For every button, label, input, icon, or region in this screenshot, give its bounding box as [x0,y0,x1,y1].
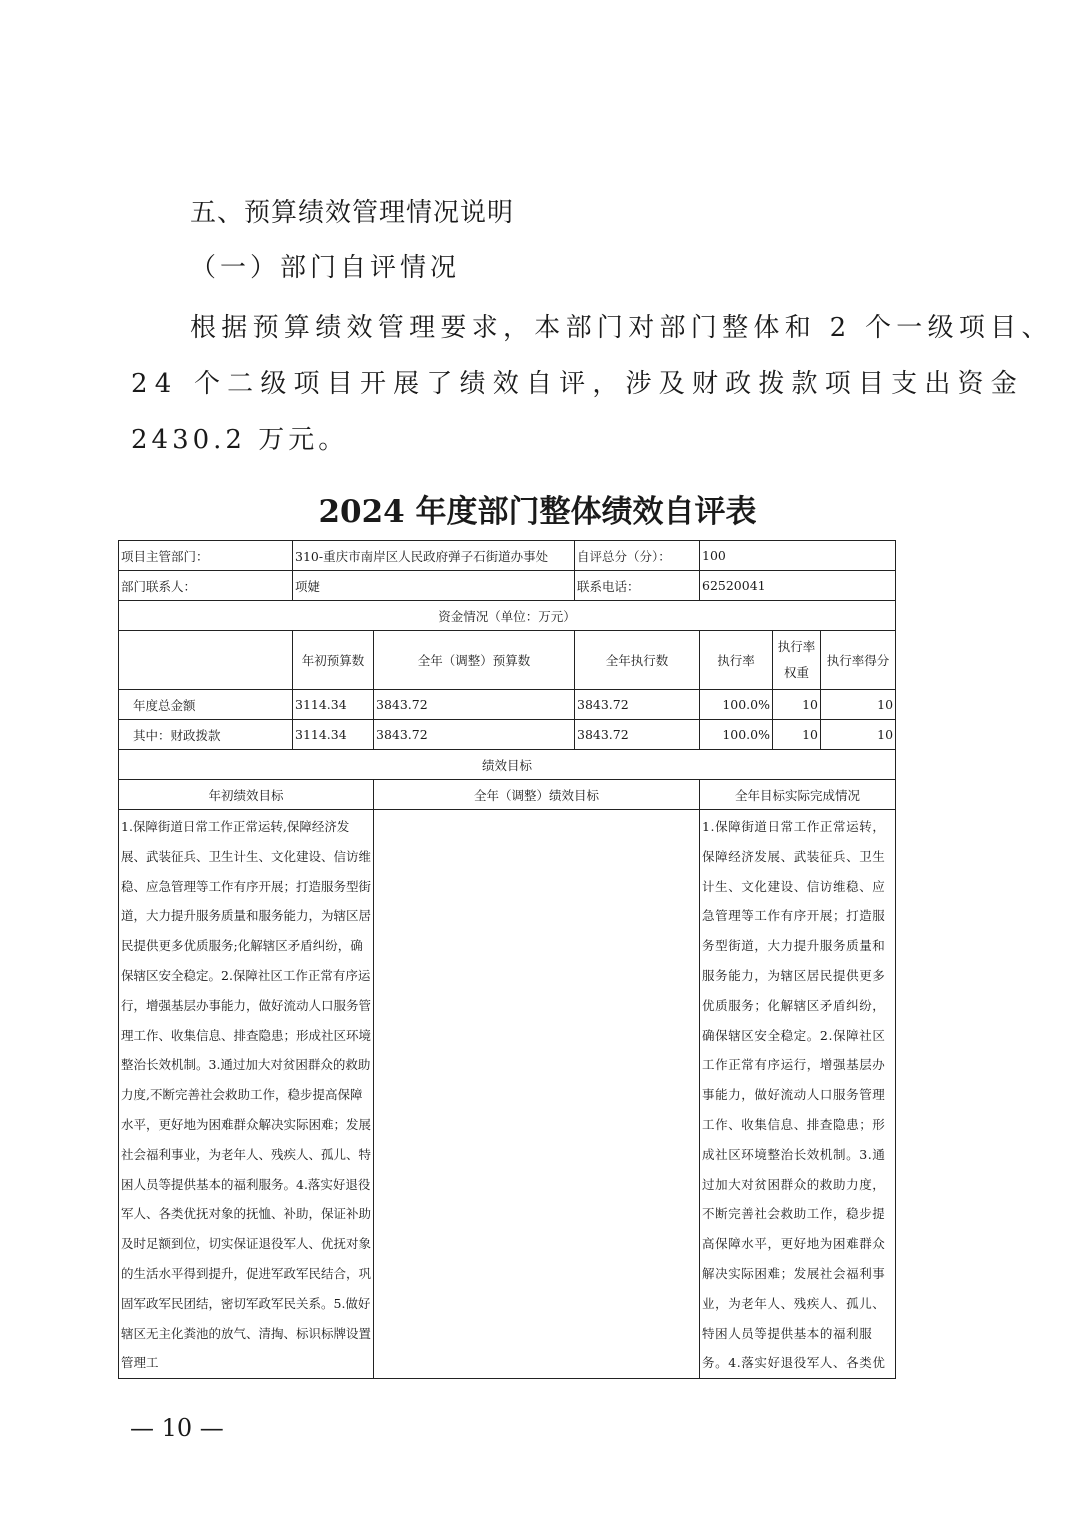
cell-rate: 100.0% [700,720,773,750]
page-number: — 10 — [130,1414,224,1442]
dept-value: 310-重庆市南岸区人民政府弹子石街道办事处 [293,541,575,571]
table-row [119,810,896,1379]
cell-executed: 3843.72 [575,720,700,750]
table-row [119,690,896,720]
column-header: 执行率 [700,631,773,690]
self-evaluation-table [118,540,896,1379]
column-header: 全年执行数 [575,631,700,690]
table-row [119,750,896,780]
funds-header: 资金情况（单位：万元） [119,601,896,631]
table-header-row [119,631,896,690]
cell-initial: 3114.34 [293,690,374,720]
table-row [119,601,896,631]
phone-label: 联系电话： [575,571,700,601]
cell-executed: 3843.72 [575,690,700,720]
paragraph-line: 2430.2 万元。 [131,425,349,455]
column-header: 年初预算数 [293,631,374,690]
table-row [119,541,896,571]
table-row [119,571,896,601]
table-header-row [119,780,896,810]
cell-weight: 10 [773,720,821,750]
goals-header: 绩效目标 [119,750,896,780]
row-label: 年度总金额 [119,690,293,720]
dept-label: 项目主管部门： [119,541,293,571]
cell-adjusted: 3843.72 [374,720,575,750]
paragraph-line: 24 个二级项目开展了绩效自评，涉及财政拨款项目支出资金 [131,369,1024,399]
cell-adjusted: 3843.72 [374,690,575,720]
subsection-heading: （一）部门自评情况 [190,253,461,283]
score-label: 自评总分（分）： [575,541,700,571]
empty-cell [119,631,293,690]
cell-score: 10 [821,720,896,750]
table-title: 2024 年度部门整体绩效自评表 [318,494,757,530]
column-header: 全年（调整）绩效目标 [374,780,700,810]
cell-rate: 100.0% [700,690,773,720]
intro-paragraph [131,300,1053,468]
phone-value: 62520041 [700,571,896,601]
paragraph-line: 根据预算绩效管理要求，本部门对部门整体和 2 个一级项目、 [190,313,1053,343]
adjusted-goals-text [374,810,700,1379]
cell-initial: 3114.34 [293,720,374,750]
column-header: 年初绩效目标 [119,780,374,810]
initial-goals-text: 1.保障街道日常工作正常运转,保障经济发展、武装征兵、卫生计生、文化建设、信访维稳、应急管理等工作有序开展；打造服务型街道，大力提升服务质量和服务能力，为辖区居民提供更多优质服务;化解辖区矛盾纠纷，确保辖区安全稳定。2.保障社区工作正常有序运行，增强基层办事能力，做好流动人口服务管理工作、收集信息、排查隐患；形成社区环境整治长效机制。3.通过加大对贫困群众的救助力度,不断完善社会救助工作，稳步提高保障水平，更好地为困难群众解决实际困难；发展社会福利事业，为老年人、残疾人、孤儿、特困人员等提供基本的福利服务。4.落实好退役军人、各类优抚对象的抚恤、补助，保证补助及时足额到位，切实保证退役军人、优抚对象的生活水平得到提升，促进军政军民结合，巩固军政军民团结，密切军政军民关系。5.做好辖区无主化粪池的放气、清掏、标识标牌设置管理工 [119,810,374,1379]
section-heading: 五、预算绩效管理情况说明 [190,198,515,228]
score-value: 100 [700,541,896,571]
column-header: 全年目标实际完成情况 [700,780,896,810]
row-label: 其中：财政拨款 [119,720,293,750]
column-header: 执行率得分 [821,631,896,690]
table-row [119,720,896,750]
cell-score: 10 [821,690,896,720]
column-header: 执行率权重 [773,631,821,690]
column-header: 全年（调整）预算数 [374,631,575,690]
actual-completion-text: 1.保障街道日常工作正常运转，保障经济发展、武装征兵、卫生计生、文化建设、信访维稳、应急管理等工作有序开展；打造服务型街道，大力提升服务质量和服务能力，为辖区居民提供更多优质服务；化解辖区矛盾纠纷，确保辖区安全稳定。2.保障社区工作正常有序运行，增强基层办事能力，做好流动人口服务管理工作、收集信息、排查隐患；形成社区环境整治长效机制。3.通过加大对贫困群众的救助力度，不断完善社会救助工作，稳步提高保障水平，更好地为困难群众解决实际困难；发展社会福利事业，为老年人、残疾人、孤儿、特困人员等提供基本的福利服务。4.落实好退役军人、各类优 [700,810,896,1379]
contact-value: 项婕 [293,571,575,601]
contact-label: 部门联系人： [119,571,293,601]
cell-weight: 10 [773,690,821,720]
